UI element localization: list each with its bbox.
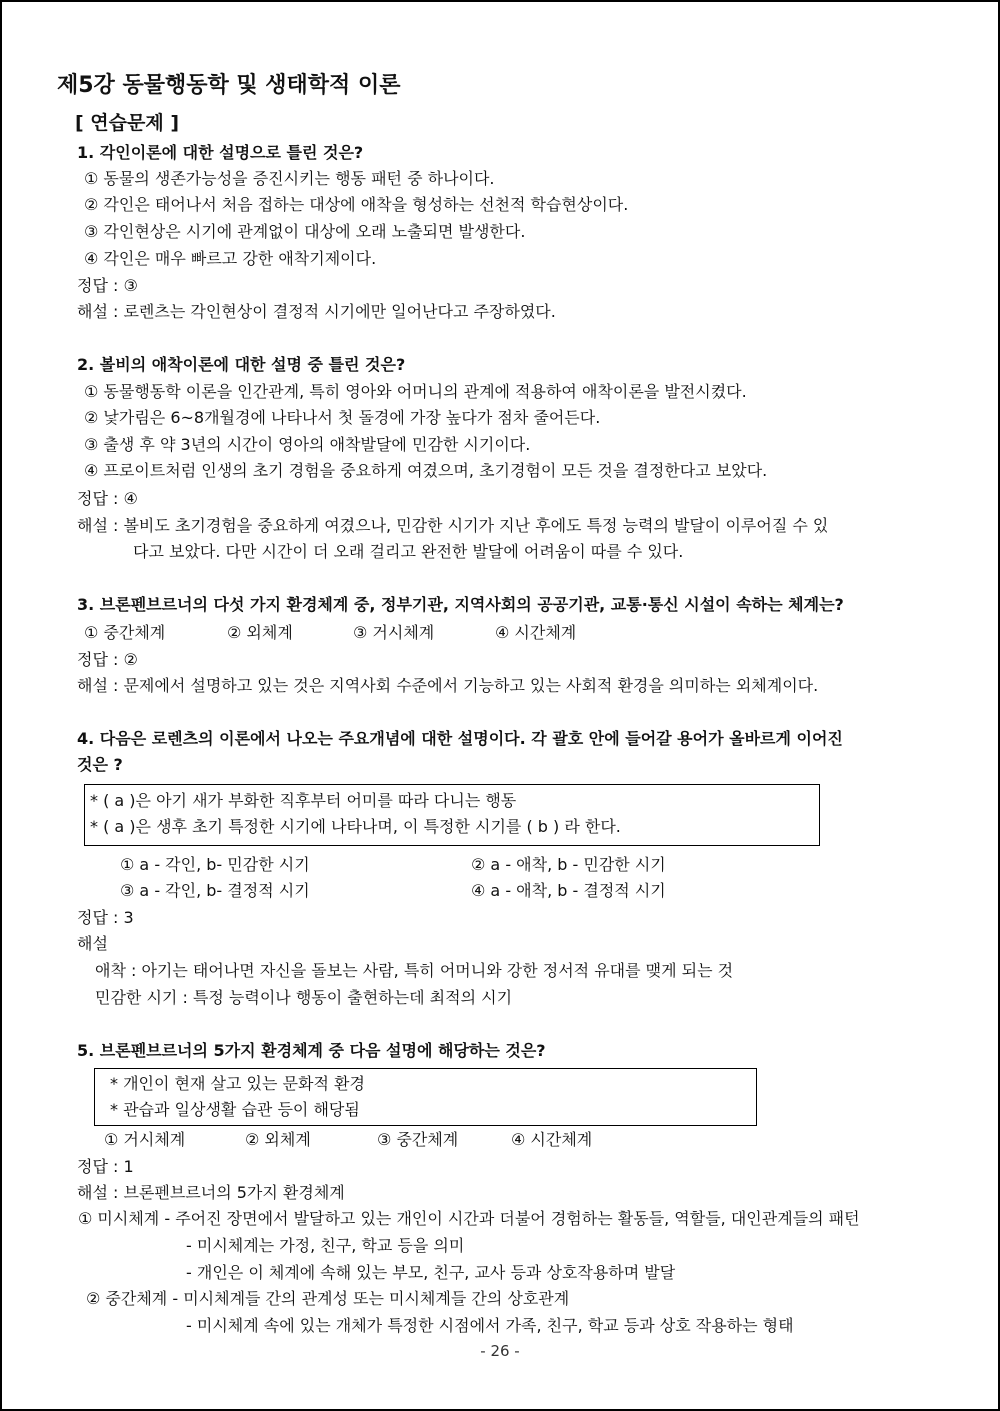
q4-box-line-2: * ( a )은 생후 초기 특정한 시기에 나타나며, 이 특정한 시기를 ( b ) 라 한다. (90, 817, 621, 836)
q1-answer: 정답 : ③ (77, 276, 138, 295)
q2-explanation-line-2: 다고 보았다. 다만 시간이 더 오래 걸리고 완전한 발달에 어려움이 따를 수 있다. (133, 542, 684, 561)
q5-microsystem-detail-1: - 미시체계는 가정, 친구, 학교 등을 의미 (186, 1236, 465, 1255)
q5-system-microsystem: ① 미시체계 - 주어진 장면에서 발달하고 있는 개인이 시간과 더불어 경험하는 활동들, 역할들, 대인관계들의 패턴 (78, 1209, 860, 1228)
q5-option-4: ④ 시간체계 (511, 1130, 593, 1149)
q2-option-1: ① 동물행동학 이론을 인간관계, 특히 영아와 어머니의 관계에 적용하여 애착이론을 발전시켰다. (84, 382, 747, 401)
q1-explanation: 해설 : 로렌츠는 각인현상이 결정적 시기에만 일어난다고 주장하였다. (77, 302, 556, 321)
q4-option-3: ③ a - 각인, b- 결정적 시기 (120, 881, 310, 900)
q5-box-line-1: * 개인이 현재 살고 있는 문화적 환경 (110, 1074, 365, 1093)
page-title: 제5강 동물행동학 및 생태학적 이론 (57, 73, 401, 98)
q4-question-line-2: 것은 ? (77, 755, 123, 774)
q3-explanation: 해설 : 문제에서 설명하고 있는 것은 지역사회 수준에서 기능하고 있는 사회적 환경을 의미하는 외체계이다. (77, 676, 819, 695)
q4-explanation-line-1: 애착 : 아기는 태어나면 자신을 돌보는 사람, 특히 어머니와 강한 정서적 유대를 맺게 되는 것 (95, 961, 734, 980)
q1-option-1: ① 동물의 생존가능성을 증진시키는 행동 패턴 중 하나이다. (84, 169, 495, 188)
q4-option-2: ② a - 애착, b - 민감한 시기 (471, 855, 666, 874)
q4-option-1: ① a - 각인, b- 민감한 시기 (120, 855, 310, 874)
q5-explanation: 해설 : 브론펜브르너의 5가지 환경체계 (77, 1183, 345, 1202)
q2-option-3: ③ 출생 후 약 3년의 시간이 영아의 애착발달에 민감한 시기이다. (84, 435, 531, 454)
q5-option-1: ① 거시체계 (104, 1130, 186, 1149)
q5-option-3: ③ 중간체계 (377, 1130, 459, 1149)
q1-question: 1. 각인이론에 대한 설명으로 틀린 것은? (77, 143, 364, 162)
q4-answer: 정답 : 3 (77, 908, 134, 927)
q3-option-2: ② 외체계 (227, 623, 293, 642)
q2-answer: 정답 : ④ (77, 489, 138, 508)
q4-question-line-1: 4. 다음은 로렌츠의 이론에서 나오는 주요개념에 대한 설명이다. 각 괄호 안에 들어갈 용어가 올바르게 이어진 (77, 729, 843, 748)
q5-option-2: ② 외체계 (245, 1130, 311, 1149)
q3-option-1: ① 중간체계 (84, 623, 166, 642)
q2-option-2: ② 낯가림은 6~8개월경에 나타나서 첫 돌경에 가장 높다가 점차 줄어든다. (84, 408, 601, 427)
q5-system-mesosystem: ② 중간체계 - 미시체계들 간의 관계성 또는 미시체계들 간의 상호관계 (86, 1289, 570, 1308)
q5-box-line-2: * 관습과 일상생활 습관 등이 해당됨 (110, 1100, 360, 1119)
q5-answer: 정답 : 1 (77, 1157, 134, 1176)
q5-mesosystem-detail-1: - 미시체계 속에 있는 개체가 특정한 시점에서 가족, 친구, 학교 등과 상호 작용하는 형태 (186, 1316, 794, 1335)
page-number: - 26 - (480, 1342, 520, 1360)
q4-box-line-1: * ( a )은 아기 새가 부화한 직후부터 어미를 따라 다니는 행동 (90, 791, 517, 810)
q4-explanation-line-2: 민감한 시기 : 특정 능력이나 행동이 출현하는데 최적의 시기 (95, 988, 513, 1007)
q5-microsystem-detail-2: - 개인은 이 체계에 속해 있는 부모, 친구, 교사 등과 상호작용하며 발달 (186, 1263, 676, 1282)
q4-option-4: ④ a - 애착, b - 결정적 시기 (471, 881, 666, 900)
q3-answer: 정답 : ② (77, 650, 138, 669)
q1-option-3: ③ 각인현상은 시기에 관계없이 대상에 오래 노출되면 발생한다. (84, 222, 526, 241)
q2-explanation-line-1: 해설 : 볼비도 초기경험을 중요하게 여겼으나, 민감한 시기가 지난 후에도 특정 능력의 발달이 이루어질 수 있 (77, 516, 829, 535)
q2-option-4: ④ 프로이트처럼 인생의 초기 경험을 중요하게 여겼으며, 초기경험이 모든 것을 결정한다고 보았다. (84, 461, 768, 480)
section-heading: [ 연습문제 ] (75, 112, 180, 134)
q1-option-2: ② 각인은 태어나서 처음 접하는 대상에 애착을 형성하는 선천적 학습현상이다. (84, 195, 629, 214)
q3-question: 3. 브론펜브르너의 다섯 가지 환경체계 중, 정부기관, 지역사회의 공공기관, 교통·통신 시설이 속하는 체계는? (77, 595, 844, 614)
q1-option-4: ④ 각인은 매우 빠르고 강한 애착기제이다. (84, 249, 377, 268)
q4-explanation-label: 해설 (77, 934, 108, 953)
q5-question: 5. 브론펜브르너의 5가지 환경체계 중 다음 설명에 해당하는 것은? (77, 1041, 546, 1060)
q3-option-4: ④ 시간체계 (495, 623, 577, 642)
q2-question: 2. 볼비의 애착이론에 대한 설명 중 틀린 것은? (77, 355, 406, 374)
q3-option-3: ③ 거시체계 (353, 623, 435, 642)
